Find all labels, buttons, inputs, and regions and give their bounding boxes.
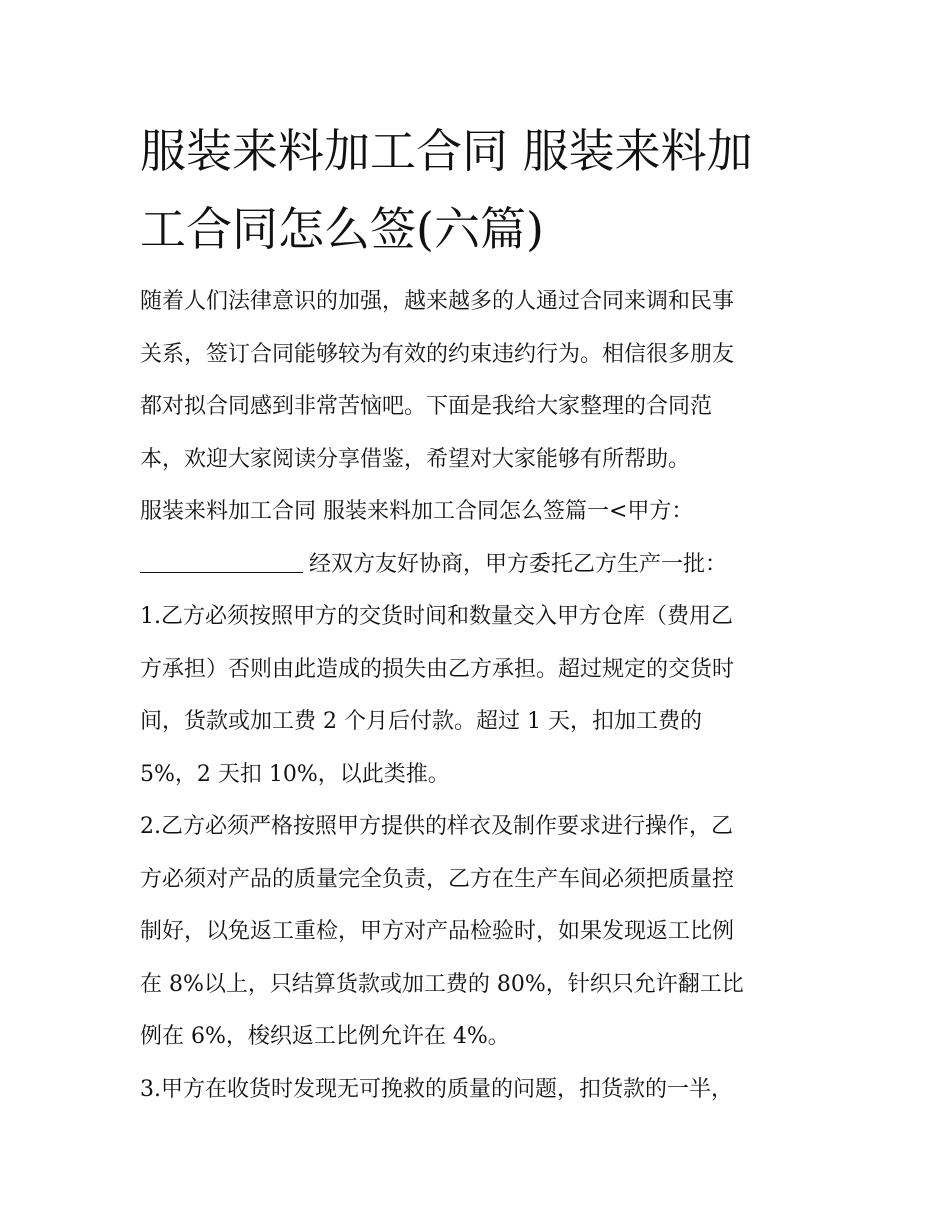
blank-fill-line [140, 539, 820, 592]
clause-2-line: 2.乙方必须严格按照甲方提供的样衣及制作要求进行操作，乙 [140, 814, 733, 839]
clause-2-line: 在 8%以上，只结算货款或加工费的 80%，针织只允许翻工比 [140, 971, 744, 997]
clause-2-line: 方必须对产品的质量完全负责，乙方在生产车间必须把质量控 [140, 866, 735, 892]
intro-paragraph-line: 本，欢迎大家阅读分享借鉴，希望对大家能够有所帮助。 [140, 446, 691, 472]
intro-paragraph-line: 都对拟合同感到非常苦恼吧。下面是我给大家整理的合同范 [140, 394, 713, 419]
title-line: 服装来料加工合同 服装来料加 [140, 124, 753, 178]
clause-1-line: 1.乙方必须按照甲方的交货时间和数量交入甲方仓库（费用乙 [140, 604, 733, 629]
clause-2-line: 制好，以免返工重检，甲方对产品检验时，如果发现返工比例 [140, 919, 735, 944]
document-body [140, 276, 820, 1116]
section-heading: 服装来料加工合同 服装来料加工合同怎么签篇一<甲方： [140, 499, 694, 524]
clause-1-line: 间，货款或加工费 2 个月后付款。超过 1 天，扣加工费的 [140, 709, 702, 734]
clause-3-line: 3.甲方在收货时发现无可挽救的质量的问题，扣货款的一半， [140, 1076, 733, 1102]
intro-paragraph-line: 随着人们法律意识的加强，越来越多的人通过合同来调和民事 [140, 289, 735, 314]
title-line: 工合同怎么签(六篇) [140, 202, 544, 256]
document-title [140, 112, 820, 268]
clause-2-line: 例在 6%，梭织返工比例允许在 4%。 [140, 1024, 510, 1049]
blank-line-text: 经双方友好协商，甲方委托乙方生产一批： [309, 551, 728, 577]
clause-1-line: 方承担）否则由此造成的损失由乙方承担。超过规定的交货时 [140, 656, 735, 682]
fill-in-blank [140, 550, 303, 573]
intro-paragraph-line: 关系，签订合同能够较为有效的约束违约行为。相信很多朋友 [140, 341, 735, 367]
clause-1-line: 5%，2 天扣 10%，以此类推。 [140, 761, 450, 787]
